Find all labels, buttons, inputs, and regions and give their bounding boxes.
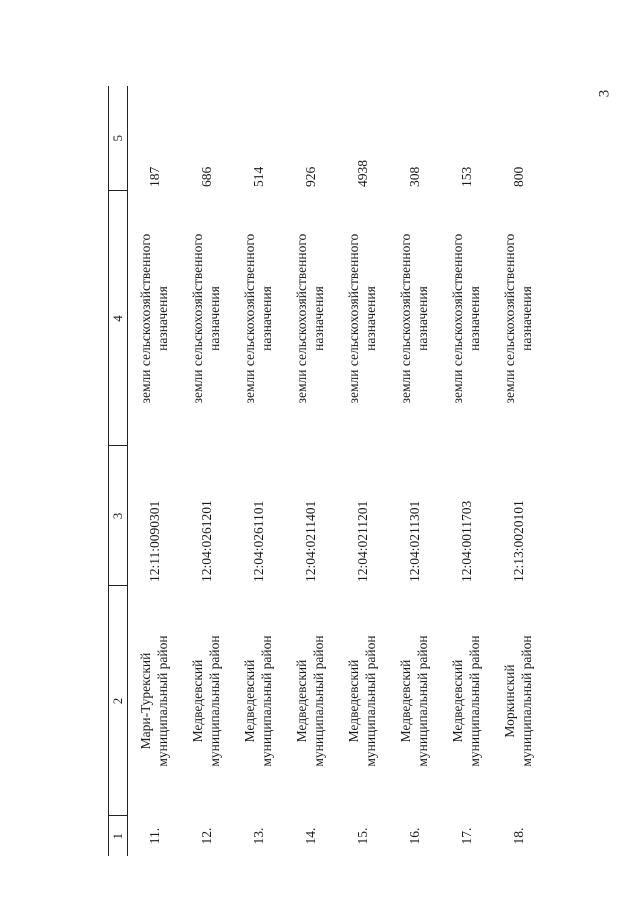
area-value: 153 [458,166,474,187]
cadastral-number: 12:04:0261201 [198,500,214,582]
area-value: 308 [406,166,422,187]
row-number: 11. [146,827,162,845]
land-category-line2: назначения [363,286,378,351]
district-cell [388,586,440,816]
area-cell [180,86,232,191]
row-number-cell [232,816,284,856]
district-type: муниципальный район [519,635,534,767]
cadastral-number: 12:04:0261101 [250,500,266,582]
row-number-cell [128,816,181,856]
land-category-line2: назначения [311,286,326,351]
land-category-cell [440,191,492,446]
district-cell [492,586,544,816]
land-category-cell [492,191,544,446]
district-cell [128,586,181,816]
page-number: 3 [595,89,612,98]
area-value: 800 [510,166,526,187]
district-type: муниципальный район [207,635,222,767]
area-cell [492,86,544,191]
row-number: 14. [302,827,318,845]
land-category-line2: назначения [467,286,482,351]
table-header-row [109,86,128,856]
district-name: Медведевский [294,659,309,743]
land-category-line1: земли сельскохозяйственного [450,233,465,404]
district-cell [336,586,388,816]
district-cell [180,586,232,816]
area-value: 4938 [354,160,370,187]
header-col-1: 1 [109,816,128,856]
land-category-line2: назначения [519,286,534,351]
cadastral-number: 12:04:0011703 [458,500,474,582]
table-row [388,86,440,856]
cadastral-cell [232,446,284,586]
cadastral-cell [128,446,181,586]
area-value: 514 [250,166,266,187]
district-type: муниципальный район [467,635,482,767]
district-type: муниципальный район [311,635,326,767]
district-name: Медведевский [450,659,465,743]
district-type: муниципальный район [259,635,274,767]
row-number-cell [440,816,492,856]
table-row [336,86,388,856]
cadastral-cell [180,446,232,586]
land-category-line2: назначения [155,286,170,351]
land-category-line2: назначения [207,286,222,351]
area-cell [440,86,492,191]
table-row [284,86,336,856]
land-category-line1: земли сельскохозяйственного [346,233,361,404]
land-category-cell [232,191,284,446]
land-category-cell [128,191,181,446]
row-number: 16. [406,827,422,845]
cadastral-number: 12:04:0211401 [302,500,318,582]
table-row [128,86,181,856]
land-plots-table [108,86,544,856]
cadastral-number: 12:04:0211301 [406,500,422,582]
district-cell [232,586,284,816]
table-row [180,86,232,856]
row-number: 13. [250,827,266,845]
land-category-line2: назначения [259,286,274,351]
cadastral-cell [388,446,440,586]
district-name: Медведевский [398,659,413,743]
district-name: Медведевский [190,659,205,743]
row-number: 18. [510,827,526,845]
cadastral-number: 12:04:0211201 [354,500,370,582]
cadastral-cell [440,446,492,586]
row-number-cell [180,816,232,856]
land-category-line1: земли сельскохозяйственного [502,233,517,404]
cadastral-cell [492,446,544,586]
district-cell [440,586,492,816]
district-type: муниципальный район [155,635,170,767]
header-col-4: 4 [109,191,128,446]
land-category-cell [388,191,440,446]
land-category-cell [336,191,388,446]
header-col-5: 5 [109,86,128,191]
row-number-cell [388,816,440,856]
row-number-cell [492,816,544,856]
district-cell [284,586,336,816]
district-type: муниципальный район [363,635,378,767]
row-number: 15. [354,827,370,845]
row-number-cell [336,816,388,856]
land-category-line1: земли сельскохозяйственного [190,233,205,404]
header-col-3: 3 [109,446,128,586]
area-value: 187 [146,166,162,187]
row-number: 12. [198,827,214,845]
land-category-line1: земли сельскохозяйственного [242,233,257,404]
district-name: Мари-Турекский [138,652,153,750]
land-category-line1: земли сельскохозяйственного [398,233,413,404]
area-cell [336,86,388,191]
row-number-cell [284,816,336,856]
cadastral-cell [284,446,336,586]
land-category-cell [180,191,232,446]
land-plots-table-frame [108,86,533,856]
header-col-2: 2 [109,586,128,816]
table-row [232,86,284,856]
table-body [128,86,545,856]
area-cell [128,86,181,191]
land-category-line1: земли сельскохозяйственного [138,233,153,404]
cadastral-number: 12:11:0090301 [146,500,162,582]
cadastral-number: 12:13:0020101 [510,500,526,582]
table-row [492,86,544,856]
area-cell [232,86,284,191]
district-type: муниципальный район [415,635,430,767]
area-cell [388,86,440,191]
district-name: Медведевский [346,659,361,743]
row-number: 17. [458,827,474,845]
district-name: Медведевский [242,659,257,743]
cadastral-cell [336,446,388,586]
table-row [440,86,492,856]
district-name: Моркинский [502,664,517,738]
land-category-line2: назначения [415,286,430,351]
land-category-cell [284,191,336,446]
area-value: 926 [302,166,318,187]
area-cell [284,86,336,191]
land-category-line1: земли сельскохозяйственного [294,233,309,404]
area-value: 686 [198,166,214,187]
